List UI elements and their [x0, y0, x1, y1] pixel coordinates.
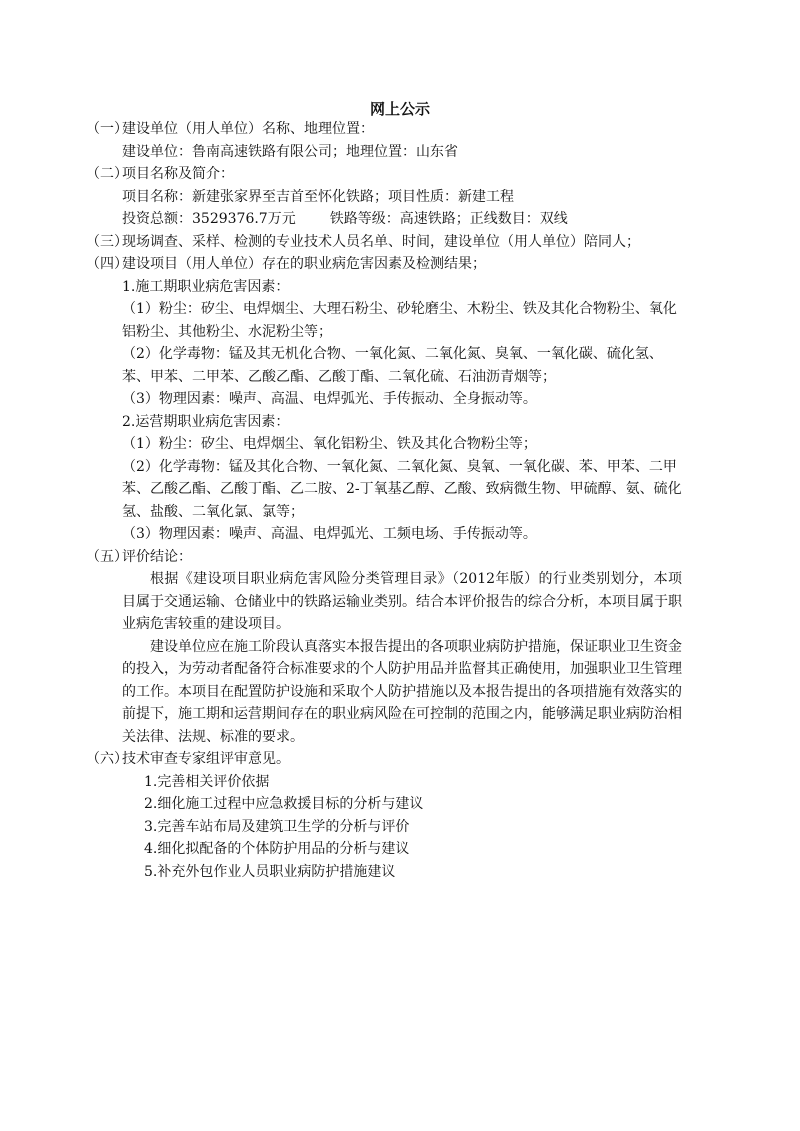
document-body	[86, 118, 682, 883]
section-4	[86, 253, 682, 276]
section-number: （三）	[86, 233, 128, 250]
construction-dust: （1）粉尘：矽尘、电焊烟尘、大理石粉尘、砂轮磨尘、木粉尘、铁及其化合物粉尘、氧化铝粉尘、其他粉尘、水泥粉尘等；	[122, 301, 677, 340]
page-title: 网上公示	[369, 100, 430, 118]
section-number: （四）	[86, 256, 128, 272]
railway-grade: 铁路等级：高速铁路；正线数目：双线	[329, 211, 568, 227]
section-heading: 技术审查专家组评审意见。	[122, 751, 290, 767]
operation-physical: （3）物理因素：噪声、高温、电焊弧光、工频电场、手传振动等。	[122, 526, 537, 542]
section-3	[86, 231, 682, 254]
section-5	[86, 546, 682, 569]
section-heading: 建设项目（用人单位）存在的职业病危害因素及检测结果；	[122, 256, 486, 272]
operation-hazards-title: 2.运营期职业病危害因素：	[122, 413, 290, 430]
section-heading: 建设单位（用人单位）名称、地理位置：	[122, 121, 374, 137]
construction-hazards-title: 1.施工期职业病危害因素：	[122, 278, 290, 295]
section-2	[86, 163, 682, 186]
section-number: （一）	[86, 121, 128, 137]
section-heading: 评价结论：	[122, 548, 192, 565]
review-opinion-item: 3.完善车站布局及建筑卫生学的分析与评价	[144, 818, 410, 835]
review-opinion-item: 1.完善相关评价依据	[144, 773, 270, 790]
operation-dust: （1）粉尘：矽尘、电焊烟尘、氧化铝粉尘、铁及其化合物粉尘等；	[122, 436, 537, 452]
builder-info-line: 建设单位：鲁南高速铁路有限公司；地理位置：山东省	[122, 143, 458, 160]
section-text: 现场调查、采样、检测的专业技术人员名单、时间，建设单位（用人单位）陪同人；	[122, 233, 640, 250]
section-1	[86, 118, 682, 141]
operation-chemicals: （2）化学毒物：锰及其化合物、一氧化氮、二氧化氮、臭氧、一氧化碳、苯、甲苯、二甲苯、乙酸乙酯、乙酸丁酯、乙二胺、2-丁氧基乙醇、乙酸、致病微生物、甲硫醇、氨、硫化氢、盐酸、二氧化氯、氯等；	[122, 458, 682, 520]
section-number: （六）	[86, 751, 128, 767]
investment-total: 投资总额：3529376.7万元	[122, 211, 296, 227]
investment-line	[86, 208, 682, 231]
review-opinion-item: 2.细化施工过程中应急救援目标的分析与建议	[144, 796, 424, 812]
section-6	[86, 748, 682, 771]
project-name-line: 项目名称：新建张家界至吉首至怀化铁路；项目性质：新建工程	[122, 188, 514, 205]
section-number: （五）	[86, 548, 128, 565]
conclusion-paragraph-1: 根据《建设项目职业病危害风险分类管理目录》（2012年版）的行业类别划分，本项目属于交通运输、仓储业中的铁路运输业类别。结合本评价报告的综合分析，本项目属于职业病危害较重的建设项目。	[122, 571, 682, 632]
conclusion-paragraph-2: 建设单位应在施工阶段认真落实本报告提出的各项职业病防护措施，保证职业卫生资金的投入，为劳动者配备符合标准要求的个人防护用品并监督其正确使用，加强职业卫生管理的工作。本项目在配置防护设施和采取个人防护措施以及本报告提出的各项措施有效落实的前提下，施工期和运营期间存在的职业病风险在可控制的范围之内，能够满足职业病防治相关法律、法规、标准的要求。	[122, 638, 682, 745]
section-number: （二）	[86, 166, 128, 182]
review-opinion-item: 5.补充外包作业人员职业病防护措施建议	[144, 863, 396, 880]
construction-chemicals: （2）化学毒物：锰及其无机化合物、一氧化氮、二氧化氮、臭氧、一氧化碳、硫化氢、苯、甲苯、二甲苯、乙酸乙酯、乙酸丁酯、二氧化硫、石油沥青烟等；	[122, 346, 663, 385]
review-opinion-item: 4.细化拟配备的个体防护用品的分析与建议	[144, 841, 410, 857]
section-heading: 项目名称及简介：	[122, 166, 234, 182]
construction-physical: （3）物理因素：噪声、高温、电焊弧光、手传振动、全身振动等。	[122, 391, 537, 407]
